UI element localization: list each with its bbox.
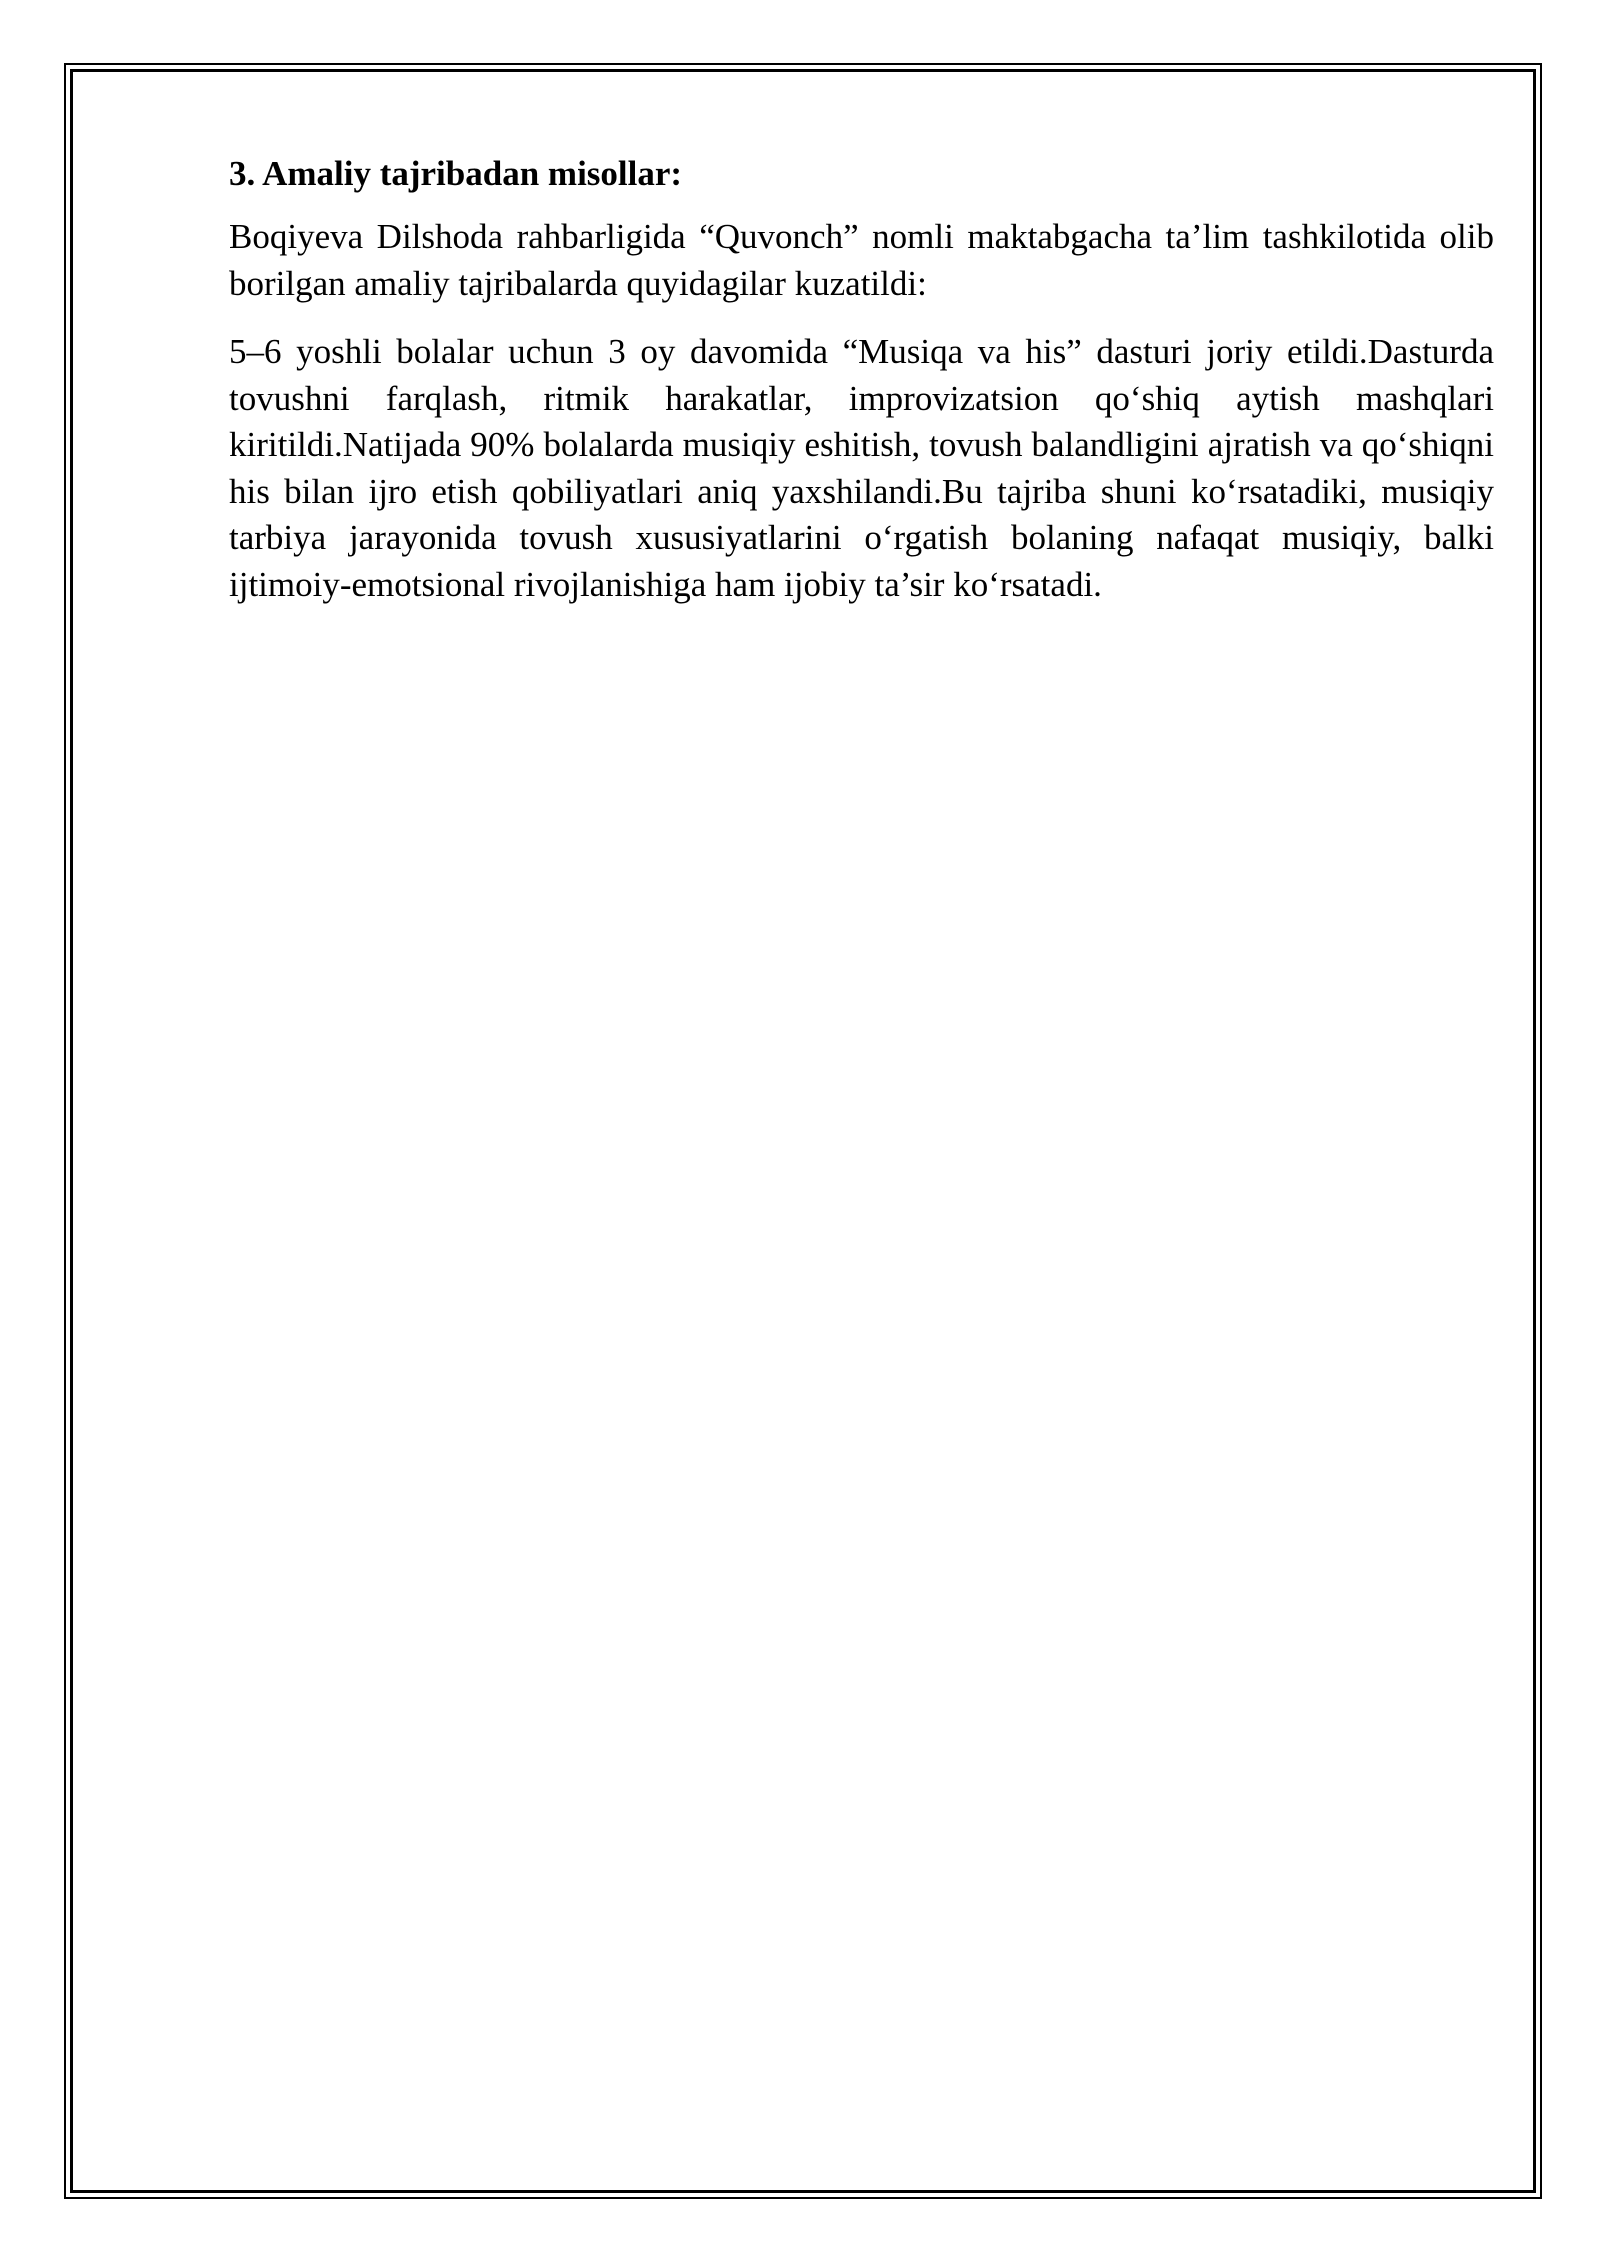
results-paragraph: 5–6 yoshli bolalar uchun 3 oy davomida “Musiqa va his” dasturi joriy etildi.Dasturda tovushni farqlash, ritmik harakatlar, improvizatsion qo‘shiq aytish mashqlari kiritildi.Natijada 90% bolalarda musiqiy eshitish, tovush balandligini ajratish va qo‘shiqni his bilan ijro etish qobiliyatlari aniq yaxshilandi.Bu tajriba shuni ko‘rsatadiki, musiqiy tarbiya jarayonida tovush xususiyatlarini o‘rgatish bolaning nafaqat musiqiy, balki ijtimoiy-emotsional rivojlanishiga ham ijobiy ta’sir ko‘rsatadi. [229, 332, 1494, 604]
intro-paragraph: Boqiyeva Dilshoda rahbarligida “Quvonch” nomli maktabgacha ta’lim tashkilotida olib borilgan amaliy tajribalarda quyidagilar kuzatildi: [229, 217, 1494, 303]
document-body [229, 150, 1494, 630]
section-heading: 3. Amaliy tajribadan misollar: [229, 154, 683, 193]
